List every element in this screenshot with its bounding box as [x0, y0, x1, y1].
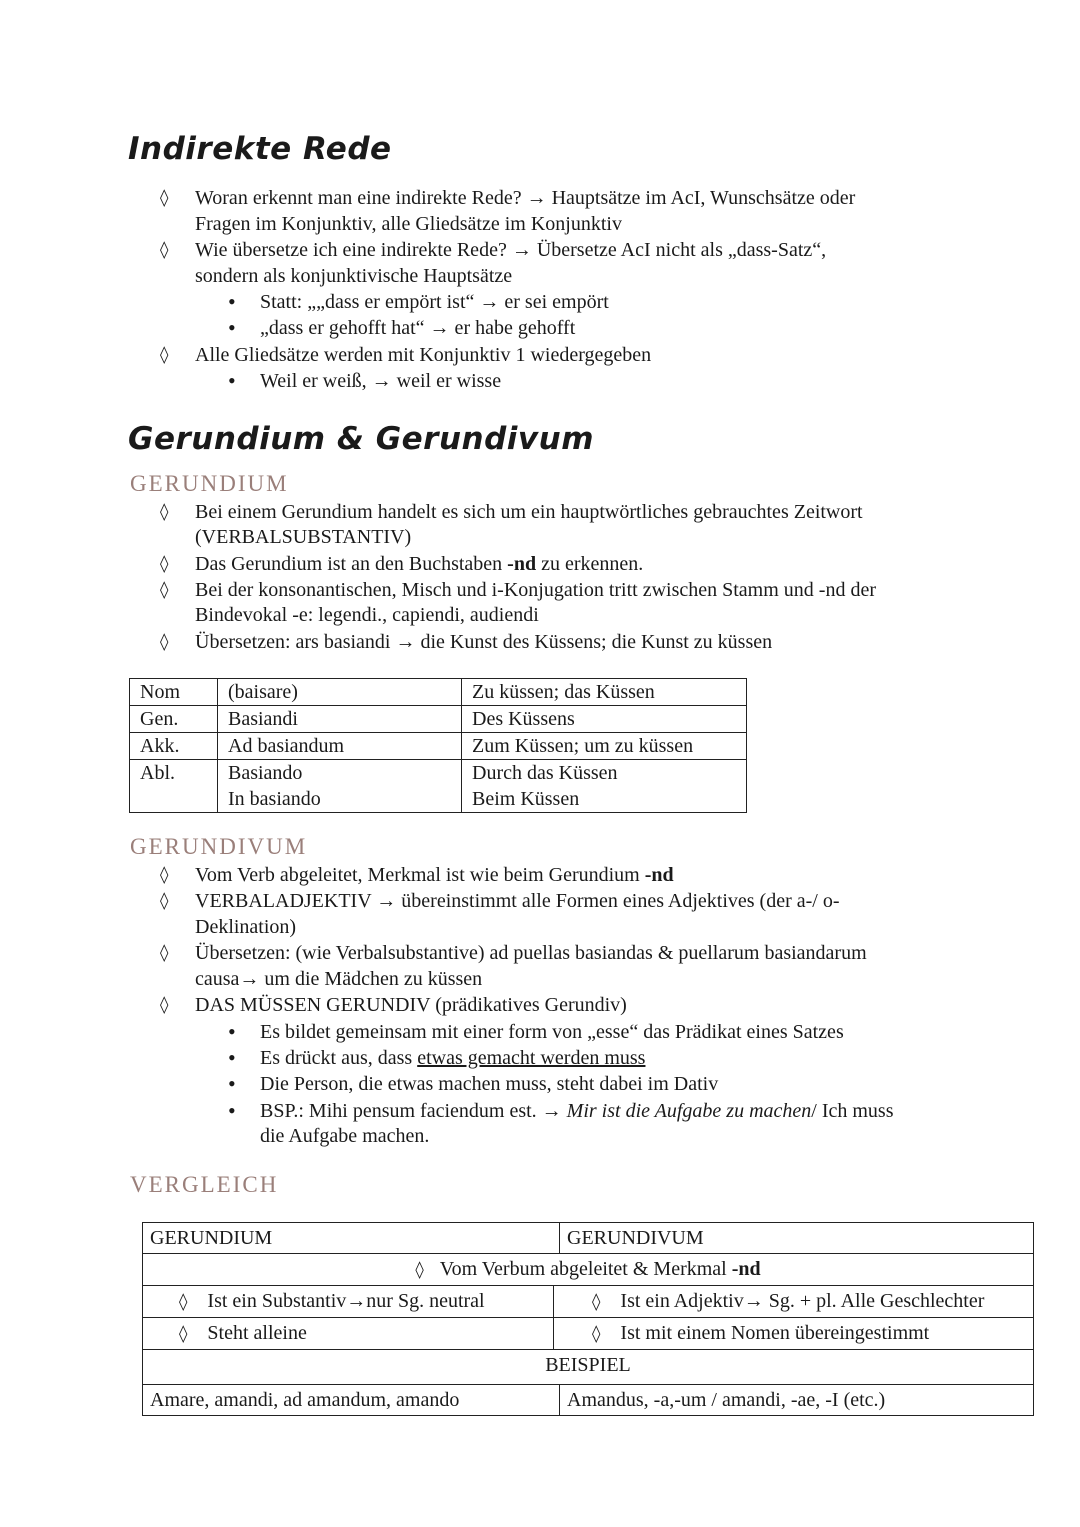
- table-row: Amare, amandi, ad amandum, amando Amandus, -a,-um / amandi, -ae, -I (etc.): [143, 1385, 1034, 1416]
- gerundium-declension-table: [129, 678, 747, 813]
- diamond-bullet-icon: ◊: [160, 865, 169, 885]
- subheading-gerundium: GERUNDIUM: [130, 471, 289, 496]
- diamond-bullet-icon: ◊: [160, 995, 169, 1015]
- comparison-table: [142, 1222, 1034, 1416]
- diamond-bullet-icon: ◊: [160, 554, 169, 574]
- bullet-icon: •: [228, 315, 236, 340]
- table-row: BEISPIEL: [143, 1350, 1034, 1385]
- diamond-bullet-icon: ◊: [160, 240, 169, 260]
- bullet-icon: •: [228, 1019, 236, 1044]
- diamond-bullet-icon: ◊: [160, 943, 169, 963]
- diamond-bullet-icon: ◊: [160, 632, 169, 652]
- bullet-icon: •: [228, 289, 236, 314]
- list-item-continuation: die Aufgabe machen.: [260, 1125, 430, 1147]
- table-row: Akk. Ad basiandum Zum Küssen; um zu küssen: [130, 733, 747, 760]
- diamond-bullet-icon: ◊: [160, 345, 169, 365]
- diamond-bullet-icon: ◊: [415, 1260, 424, 1280]
- heading-indirekte-rede: Indirekte Rede: [128, 131, 392, 167]
- table-row: In basiando Beim Küssen: [130, 786, 747, 813]
- table-row: Nom (baisare) Zu küssen; das Küssen: [130, 679, 747, 706]
- table-row: Gen. Basiandi Des Küssens: [130, 706, 747, 733]
- diamond-bullet-icon: ◊: [179, 1292, 188, 1312]
- diamond-bullet-icon: ◊: [160, 891, 169, 911]
- bullet-icon: •: [228, 1071, 236, 1096]
- table-row: GERUNDIUM GERUNDIVUM: [143, 1223, 1034, 1254]
- diamond-bullet-icon: ◊: [160, 580, 169, 600]
- bullet-icon: •: [228, 368, 236, 393]
- list-item-continuation: (VERBALSUBSTANTIV): [195, 526, 412, 548]
- list-item-continuation: Fragen im Konjunktiv, alle Gliedsätze im Konjunktiv: [195, 213, 622, 235]
- bullet-icon: •: [228, 1098, 236, 1123]
- list-item-continuation: sondern als konjunktivische Hauptsätze: [195, 265, 513, 287]
- subheading-gerundivum: GERUNDIVUM: [130, 834, 308, 859]
- table-row: ◊ Vom Verbum abgeleitet & Merkmal -nd: [143, 1254, 1034, 1286]
- table-row: ◊ Ist ein Substantiv→nur Sg. neutral ◊ Ist ein Adjektiv→ Sg. + pl. Alle Geschlechter: [143, 1286, 1034, 1318]
- subheading-vergleich: VERGLEICH: [130, 1172, 279, 1197]
- diamond-bullet-icon: ◊: [592, 1292, 601, 1312]
- list-item-continuation: Bindevokal -e: legendi., capiendi, audiendi: [195, 604, 539, 626]
- list-item-continuation: causa→ um die Mädchen zu küssen: [195, 968, 483, 990]
- diamond-bullet-icon: ◊: [592, 1324, 601, 1344]
- list-item-continuation: Deklination): [195, 916, 297, 938]
- diamond-bullet-icon: ◊: [179, 1324, 188, 1344]
- heading-gerundium-gerundivum: Gerundium & Gerundivum: [128, 421, 594, 457]
- table-row: Abl. Basiando Durch das Küssen: [130, 760, 747, 787]
- table-row: ◊ Steht alleine ◊ Ist mit einem Nomen übereingestimmt: [143, 1318, 1034, 1350]
- diamond-bullet-icon: ◊: [160, 502, 169, 522]
- diamond-bullet-icon: ◊: [160, 188, 169, 208]
- bullet-icon: •: [228, 1045, 236, 1070]
